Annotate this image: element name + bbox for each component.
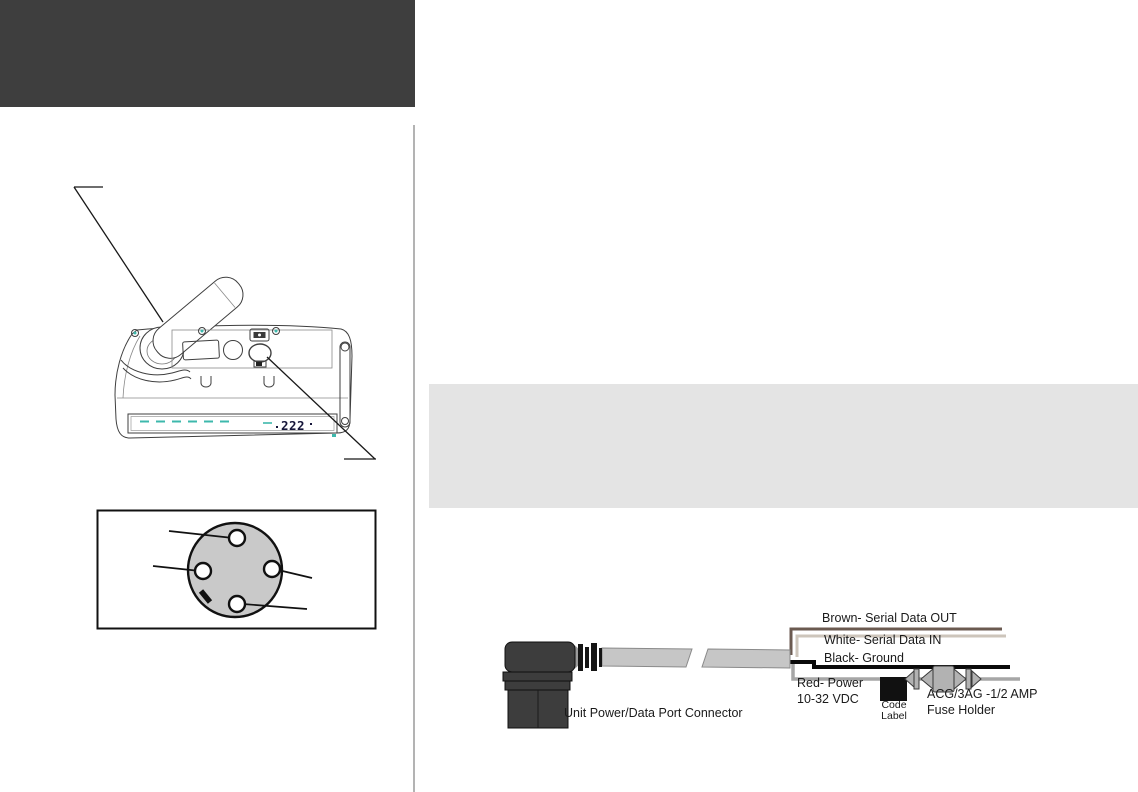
speaker-circle (224, 341, 243, 360)
fuse-holder-label: ACG/3AG -1/2 AMP Fuse Holder (927, 687, 1038, 717)
note-callout-box (429, 384, 1138, 508)
bottom-tray (128, 414, 337, 433)
strain-relief-rings (578, 643, 602, 671)
code-label-caption: Code Label (881, 699, 907, 722)
white-wire-label: White- Serial Data IN (824, 633, 942, 647)
pin-bottom (229, 596, 245, 612)
pin-face-diagram (96, 509, 377, 630)
serial-mark: 222 (281, 418, 306, 433)
pin-right (264, 561, 280, 577)
chapter-header-bar (0, 0, 415, 107)
antenna-cylinder (146, 271, 249, 365)
red-wire-label: Red- Power 10-32 VDC (797, 676, 863, 706)
mount-bracket (340, 342, 350, 427)
antenna-callout-line (74, 187, 163, 322)
black-wire-label: Black- Ground (824, 651, 904, 665)
unit-connector-label: Unit Power/Data Port Connector (564, 706, 743, 720)
pin-top (229, 530, 245, 546)
power-data-port (249, 344, 271, 362)
column-divider (413, 125, 415, 792)
cable (602, 648, 790, 668)
code-label-tag (880, 677, 907, 701)
port-callout-line (267, 357, 376, 459)
device-rear-diagram (60, 170, 390, 470)
brown-wire-label: Brown- Serial Data OUT (822, 611, 957, 625)
pin-left (195, 563, 211, 579)
